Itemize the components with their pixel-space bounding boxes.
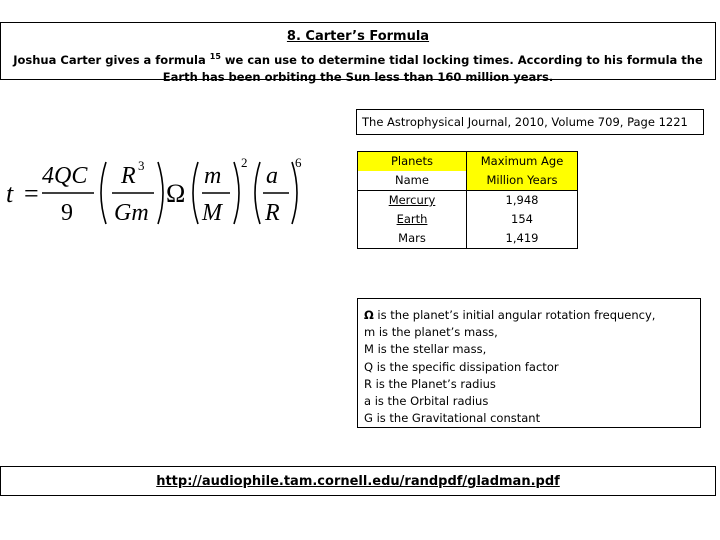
formula-r-numerator: R (121, 163, 136, 189)
formula-coef-denominator: 9 (61, 200, 73, 226)
formula-m-denominator: M (202, 200, 222, 226)
planet-name-link[interactable] (358, 210, 467, 229)
table-subheader-row (358, 171, 578, 191)
header-text (1, 48, 715, 86)
legend-line (364, 307, 700, 324)
table-row (358, 191, 578, 211)
variable-legend (357, 298, 701, 428)
header-million-years: Million Years (467, 171, 578, 191)
url-box (0, 466, 716, 496)
legend-line: Q is the specific dissipation factor (364, 359, 559, 374)
header-planets: Planets (358, 152, 467, 172)
header-name: Name (358, 171, 467, 191)
legend-line: M is the stellar mass, (364, 342, 487, 357)
source-link[interactable]: http://audiophile.tam.cornell.edu/randpdf/gladman.pdf (156, 474, 560, 489)
formula-r-exponent: 3 (138, 158, 145, 173)
planet-age: 154 (467, 210, 578, 229)
legend-line: G is the Gravitational constant (364, 411, 541, 426)
planet-age-table (357, 151, 578, 249)
legend-line: a is the Orbital radius (364, 394, 489, 409)
planet-name-link[interactable] (358, 191, 467, 211)
omega-symbol: Ω (364, 308, 374, 322)
carter-formula (4, 150, 304, 240)
formula-coef-numerator: 4QC (42, 163, 88, 189)
planet-name[interactable]: Mercury (388, 193, 436, 207)
header-box (0, 22, 716, 84)
planet-name: Mars (358, 229, 467, 249)
legend-line: m is the planet’s mass, (364, 325, 498, 340)
legend-omega-text: is the planet’s initial angular rotation frequency, (373, 308, 656, 322)
citation-box: The Astrophysical Journal, 2010, Volume 709, Page 1221 (356, 109, 704, 135)
formula-equals: = (24, 179, 39, 208)
formula-gm-denominator: Gm (114, 200, 149, 226)
planet-name[interactable]: Earth (396, 212, 428, 226)
formula-t: t (6, 179, 14, 208)
header-text-end: we can use to determine tidal locking times. According to his formula the Earth has been orbiting the Sun less than 160 million years. (162, 52, 703, 84)
header-maximum-age: Maximum Age (467, 152, 578, 172)
formula-radius-denominator: R (265, 200, 280, 226)
header-text-start: Joshua Carter gives a formula (13, 52, 210, 67)
planet-age: 1,948 (467, 191, 578, 211)
table-row (358, 210, 578, 229)
formula-omega: Ω (166, 179, 186, 208)
formula-mass-exponent: 2 (241, 155, 248, 170)
page-title: 8. Carter’s Formula (286, 29, 430, 44)
table-row (358, 229, 578, 249)
legend-line: R is the Planet’s radius (364, 376, 496, 391)
formula-orbit-exponent: 6 (295, 155, 302, 170)
formula-m-numerator: m (204, 163, 222, 189)
table-header-row (358, 152, 578, 172)
reference-superscript: 15 (209, 52, 221, 61)
planet-age: 1,419 (467, 229, 578, 249)
formula-a-numerator: a (266, 163, 278, 189)
